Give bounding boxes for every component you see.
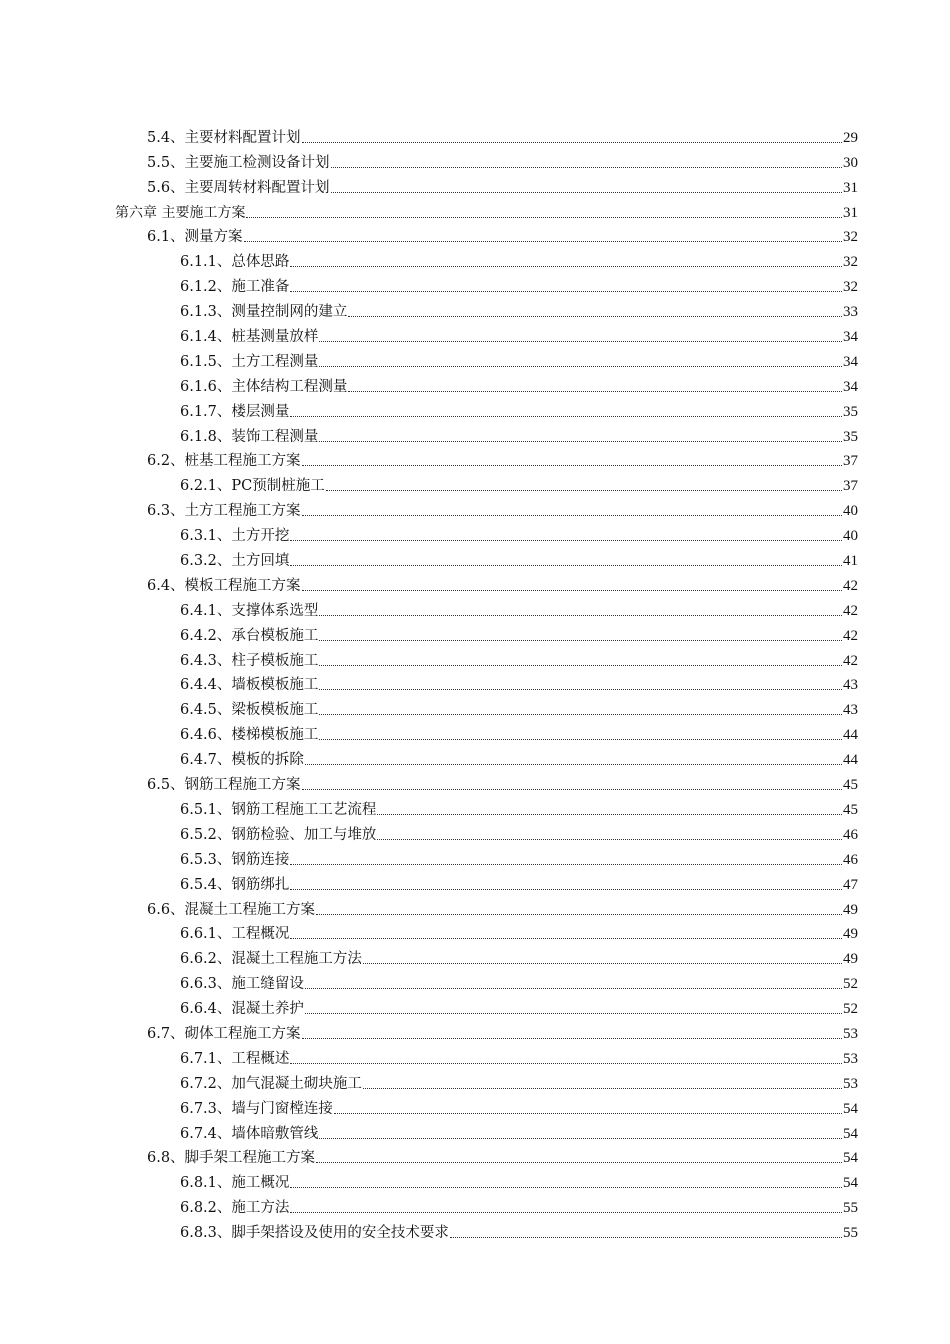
toc-dot-leader bbox=[246, 216, 842, 218]
toc-entry[interactable] bbox=[180, 821, 858, 846]
toc-entry-title: 6.1.8、装饰工程测量 bbox=[180, 428, 319, 445]
toc-dot-leader bbox=[326, 489, 842, 491]
toc-dot-leader bbox=[316, 1161, 842, 1163]
toc-dot-leader bbox=[319, 1137, 842, 1139]
toc-page-number: 37 bbox=[843, 453, 858, 470]
toc-entry[interactable] bbox=[147, 224, 858, 249]
toc-entry[interactable] bbox=[180, 796, 858, 821]
toc-entry[interactable] bbox=[147, 896, 858, 921]
toc-dot-leader bbox=[290, 937, 842, 939]
toc-dot-leader bbox=[319, 440, 842, 442]
toc-dot-leader bbox=[331, 191, 842, 193]
toc-entry[interactable] bbox=[180, 1070, 858, 1095]
toc-entry[interactable] bbox=[147, 771, 858, 796]
toc-entry-title: 6.7.3、墙与门窗樘连接 bbox=[180, 1100, 333, 1117]
toc-entry-title: 6.6.2、混凝土工程施工方法 bbox=[180, 951, 362, 968]
toc-page-number: 40 bbox=[843, 503, 858, 520]
toc-page-number: 49 bbox=[843, 951, 858, 968]
toc-entry-title: 5.4、主要材料配置计划 bbox=[147, 129, 301, 146]
toc-page-number: 33 bbox=[843, 304, 858, 321]
toc-page-number: 42 bbox=[843, 602, 858, 619]
toc-page-number: 49 bbox=[843, 926, 858, 943]
toc-entry[interactable] bbox=[147, 174, 858, 199]
toc-entry-title: 6.3.1、土方开挖 bbox=[180, 528, 290, 545]
toc-entry-title: 6.7.2、加气混凝土砌块施工 bbox=[180, 1075, 362, 1092]
toc-entry-title: 6.7.1、工程概述 bbox=[180, 1050, 290, 1067]
toc-entry[interactable] bbox=[180, 398, 858, 423]
toc-entry-title: 6.5.4、钢筋绑扎 bbox=[180, 876, 290, 893]
toc-dot-leader bbox=[348, 315, 842, 317]
toc-page-number: 49 bbox=[843, 901, 858, 918]
toc-dot-leader bbox=[290, 539, 842, 541]
toc-dot-leader bbox=[319, 664, 842, 666]
toc-dot-leader bbox=[319, 639, 842, 641]
table-of-contents bbox=[0, 124, 950, 1244]
toc-dot-leader bbox=[290, 1211, 842, 1213]
toc-dot-leader bbox=[305, 1012, 842, 1014]
toc-entry-title: 6.6.1、工程概况 bbox=[180, 926, 290, 943]
toc-entry-title: 6.4.6、楼梯模板施工 bbox=[180, 727, 319, 744]
toc-entry[interactable] bbox=[180, 323, 858, 348]
toc-page-number: 42 bbox=[843, 627, 858, 644]
toc-page-number: 55 bbox=[843, 1200, 858, 1217]
toc-dot-leader bbox=[290, 1062, 842, 1064]
toc-page-number: 44 bbox=[843, 752, 858, 769]
toc-entry-title: 6.1.3、测量控制网的建立 bbox=[180, 304, 348, 321]
toc-page-number: 32 bbox=[843, 254, 858, 271]
toc-entry[interactable] bbox=[180, 522, 858, 547]
toc-dot-leader bbox=[302, 464, 842, 466]
toc-dot-leader bbox=[290, 863, 842, 865]
toc-page-number: 47 bbox=[843, 876, 858, 893]
toc-dot-leader bbox=[348, 390, 842, 392]
toc-entry[interactable] bbox=[180, 373, 858, 398]
toc-page-number: 31 bbox=[843, 204, 858, 221]
toc-page-number: 35 bbox=[843, 428, 858, 445]
toc-entry[interactable] bbox=[180, 721, 858, 746]
toc-dot-leader bbox=[290, 265, 842, 267]
toc-entry[interactable] bbox=[180, 423, 858, 448]
toc-dot-leader bbox=[316, 913, 842, 915]
toc-page-number: 32 bbox=[843, 279, 858, 296]
toc-page-number: 43 bbox=[843, 677, 858, 694]
toc-dot-leader bbox=[377, 838, 842, 840]
toc-entry[interactable] bbox=[180, 1120, 858, 1145]
toc-entry-title: 6.7.4、墙体暗敷管线 bbox=[180, 1125, 319, 1142]
toc-entry[interactable] bbox=[180, 672, 858, 697]
toc-entry[interactable] bbox=[180, 348, 858, 373]
toc-entry[interactable] bbox=[147, 1020, 858, 1045]
toc-entry-title: 6.5.3、钢筋连接 bbox=[180, 851, 290, 868]
toc-page-number: 45 bbox=[843, 801, 858, 818]
toc-entry-title: 6.2、桩基工程施工方案 bbox=[147, 453, 301, 470]
toc-entry[interactable] bbox=[180, 273, 858, 298]
toc-dot-leader bbox=[302, 1037, 842, 1039]
toc-entry[interactable] bbox=[180, 1169, 858, 1194]
toc-page-number: 43 bbox=[843, 702, 858, 719]
toc-entry-title: 6.4.1、支撑体系选型 bbox=[180, 602, 319, 619]
toc-entry[interactable] bbox=[180, 746, 858, 771]
toc-entry[interactable] bbox=[180, 647, 858, 672]
toc-entry[interactable] bbox=[180, 871, 858, 896]
toc-dot-leader bbox=[305, 763, 842, 765]
toc-dot-leader bbox=[319, 738, 842, 740]
toc-entry-title: 6.1.6、主体结构工程测量 bbox=[180, 378, 348, 395]
toc-entry-title: 6.4、模板工程施工方案 bbox=[147, 577, 301, 594]
toc-entry-title: 6.1.4、桩基测量放样 bbox=[180, 329, 319, 346]
toc-page-number: 42 bbox=[843, 577, 858, 594]
toc-page-number: 32 bbox=[843, 229, 858, 246]
toc-page-number: 34 bbox=[843, 378, 858, 395]
toc-entry[interactable] bbox=[180, 472, 858, 497]
toc-page-number: 54 bbox=[843, 1175, 858, 1192]
toc-page-number: 40 bbox=[843, 528, 858, 545]
toc-entry-title: 6.4.7、模板的拆除 bbox=[180, 752, 304, 769]
toc-page-number: 41 bbox=[843, 553, 858, 570]
toc-dot-leader bbox=[302, 788, 842, 790]
toc-entry[interactable] bbox=[180, 995, 858, 1020]
toc-entry-title: 6.6、混凝土工程施工方案 bbox=[147, 901, 316, 918]
toc-page-number: 52 bbox=[843, 976, 858, 993]
toc-entry-title: 6.6.4、混凝土养护 bbox=[180, 1001, 304, 1018]
toc-page-number: 54 bbox=[843, 1100, 858, 1117]
toc-entry-title: 6.5.2、钢筋检验、加工与堆放 bbox=[180, 826, 377, 843]
toc-entry-title: 6.8、脚手架工程施工方案 bbox=[147, 1150, 316, 1167]
toc-entry-title: 6.6.3、施工缝留设 bbox=[180, 976, 304, 993]
toc-entry[interactable] bbox=[180, 248, 858, 273]
toc-page-number: 52 bbox=[843, 1001, 858, 1018]
toc-dot-leader bbox=[290, 564, 842, 566]
toc-dot-leader bbox=[331, 166, 842, 168]
toc-entry-title: 第六章 主要施工方案 bbox=[115, 204, 246, 221]
toc-dot-leader bbox=[319, 340, 842, 342]
toc-entry-title: 6.8.2、施工方法 bbox=[180, 1200, 290, 1217]
toc-dot-leader bbox=[302, 589, 842, 591]
toc-page-number: 44 bbox=[843, 727, 858, 744]
toc-entry[interactable] bbox=[180, 1219, 858, 1244]
toc-entry[interactable] bbox=[180, 1194, 858, 1219]
toc-entry[interactable] bbox=[180, 921, 858, 946]
toc-dot-leader bbox=[363, 1087, 842, 1089]
toc-entry[interactable] bbox=[147, 149, 858, 174]
toc-entry[interactable] bbox=[180, 597, 858, 622]
toc-page-number: 29 bbox=[843, 129, 858, 146]
toc-entry[interactable] bbox=[180, 1095, 858, 1120]
toc-dot-leader bbox=[290, 888, 842, 890]
toc-page-number: 53 bbox=[843, 1050, 858, 1067]
toc-entry[interactable] bbox=[147, 1145, 858, 1170]
toc-dot-leader bbox=[450, 1236, 842, 1238]
toc-entry-title: 6.2.1、PC预制桩施工 bbox=[180, 478, 325, 495]
toc-entry-title: 6.8.1、施工概况 bbox=[180, 1175, 290, 1192]
toc-entry[interactable] bbox=[180, 547, 858, 572]
toc-dot-leader bbox=[302, 514, 842, 516]
toc-dot-leader bbox=[305, 987, 842, 989]
toc-page-number: 46 bbox=[843, 851, 858, 868]
toc-entry-title: 6.1.2、施工准备 bbox=[180, 279, 290, 296]
toc-page-number: 45 bbox=[843, 777, 858, 794]
toc-entry-title: 6.4.3、柱子模板施工 bbox=[180, 652, 319, 669]
toc-entry-title: 6.3.2、土方回填 bbox=[180, 553, 290, 570]
toc-entry[interactable] bbox=[147, 448, 858, 473]
toc-entry-title: 6.1、测量方案 bbox=[147, 229, 243, 246]
toc-dot-leader bbox=[334, 1112, 842, 1114]
toc-entry[interactable] bbox=[180, 945, 858, 970]
toc-entry[interactable] bbox=[180, 970, 858, 995]
toc-page-number: 31 bbox=[843, 179, 858, 196]
toc-entry-title: 6.1.7、楼层测量 bbox=[180, 403, 290, 420]
toc-entry[interactable] bbox=[180, 622, 858, 647]
toc-entry[interactable] bbox=[180, 298, 858, 323]
toc-entry-title: 6.1.1、总体思路 bbox=[180, 254, 290, 271]
toc-entry[interactable] bbox=[147, 572, 858, 597]
toc-page-number: 53 bbox=[843, 1025, 858, 1042]
toc-dot-leader bbox=[363, 962, 842, 964]
toc-page-number: 54 bbox=[843, 1150, 858, 1167]
toc-entry-title: 6.8.3、脚手架搭设及使用的安全技术要求 bbox=[180, 1225, 449, 1242]
toc-entry-title: 6.1.5、土方工程测量 bbox=[180, 353, 319, 370]
toc-dot-leader bbox=[319, 365, 842, 367]
toc-entry-title: 6.4.4、墙板模板施工 bbox=[180, 677, 319, 694]
toc-dot-leader bbox=[319, 688, 842, 690]
toc-dot-leader bbox=[377, 813, 842, 815]
toc-entry[interactable] bbox=[147, 497, 858, 522]
toc-entry[interactable] bbox=[180, 846, 858, 871]
toc-page-number: 34 bbox=[843, 353, 858, 370]
toc-entry-title: 6.4.2、承台模板施工 bbox=[180, 627, 319, 644]
toc-entry[interactable] bbox=[147, 124, 858, 149]
toc-page-number: 34 bbox=[843, 329, 858, 346]
toc-dot-leader bbox=[302, 141, 842, 143]
toc-entry-title: 6.4.5、梁板模板施工 bbox=[180, 702, 319, 719]
toc-entry[interactable] bbox=[180, 1045, 858, 1070]
toc-dot-leader bbox=[244, 240, 842, 242]
toc-entry[interactable] bbox=[180, 696, 858, 721]
toc-entry[interactable] bbox=[115, 199, 858, 224]
toc-dot-leader bbox=[290, 415, 842, 417]
toc-page-number: 46 bbox=[843, 826, 858, 843]
toc-entry-title: 6.3、土方工程施工方案 bbox=[147, 503, 301, 520]
toc-entry-title: 6.7、砌体工程施工方案 bbox=[147, 1025, 301, 1042]
toc-entry-title: 6.5、钢筋工程施工方案 bbox=[147, 777, 301, 794]
toc-page-number: 35 bbox=[843, 403, 858, 420]
toc-entry-title: 5.5、主要施工检测设备计划 bbox=[147, 154, 330, 171]
toc-entry-title: 5.6、主要周转材料配置计划 bbox=[147, 179, 330, 196]
toc-page-number: 53 bbox=[843, 1075, 858, 1092]
toc-dot-leader bbox=[290, 1186, 842, 1188]
toc-page-number: 30 bbox=[843, 154, 858, 171]
toc-page-number: 55 bbox=[843, 1225, 858, 1242]
toc-page-number: 42 bbox=[843, 652, 858, 669]
toc-dot-leader bbox=[319, 614, 842, 616]
toc-page-number: 37 bbox=[843, 478, 858, 495]
toc-page-number: 54 bbox=[843, 1125, 858, 1142]
toc-dot-leader bbox=[319, 713, 842, 715]
toc-entry-title: 6.5.1、钢筋工程施工工艺流程 bbox=[180, 801, 377, 818]
toc-dot-leader bbox=[290, 290, 842, 292]
